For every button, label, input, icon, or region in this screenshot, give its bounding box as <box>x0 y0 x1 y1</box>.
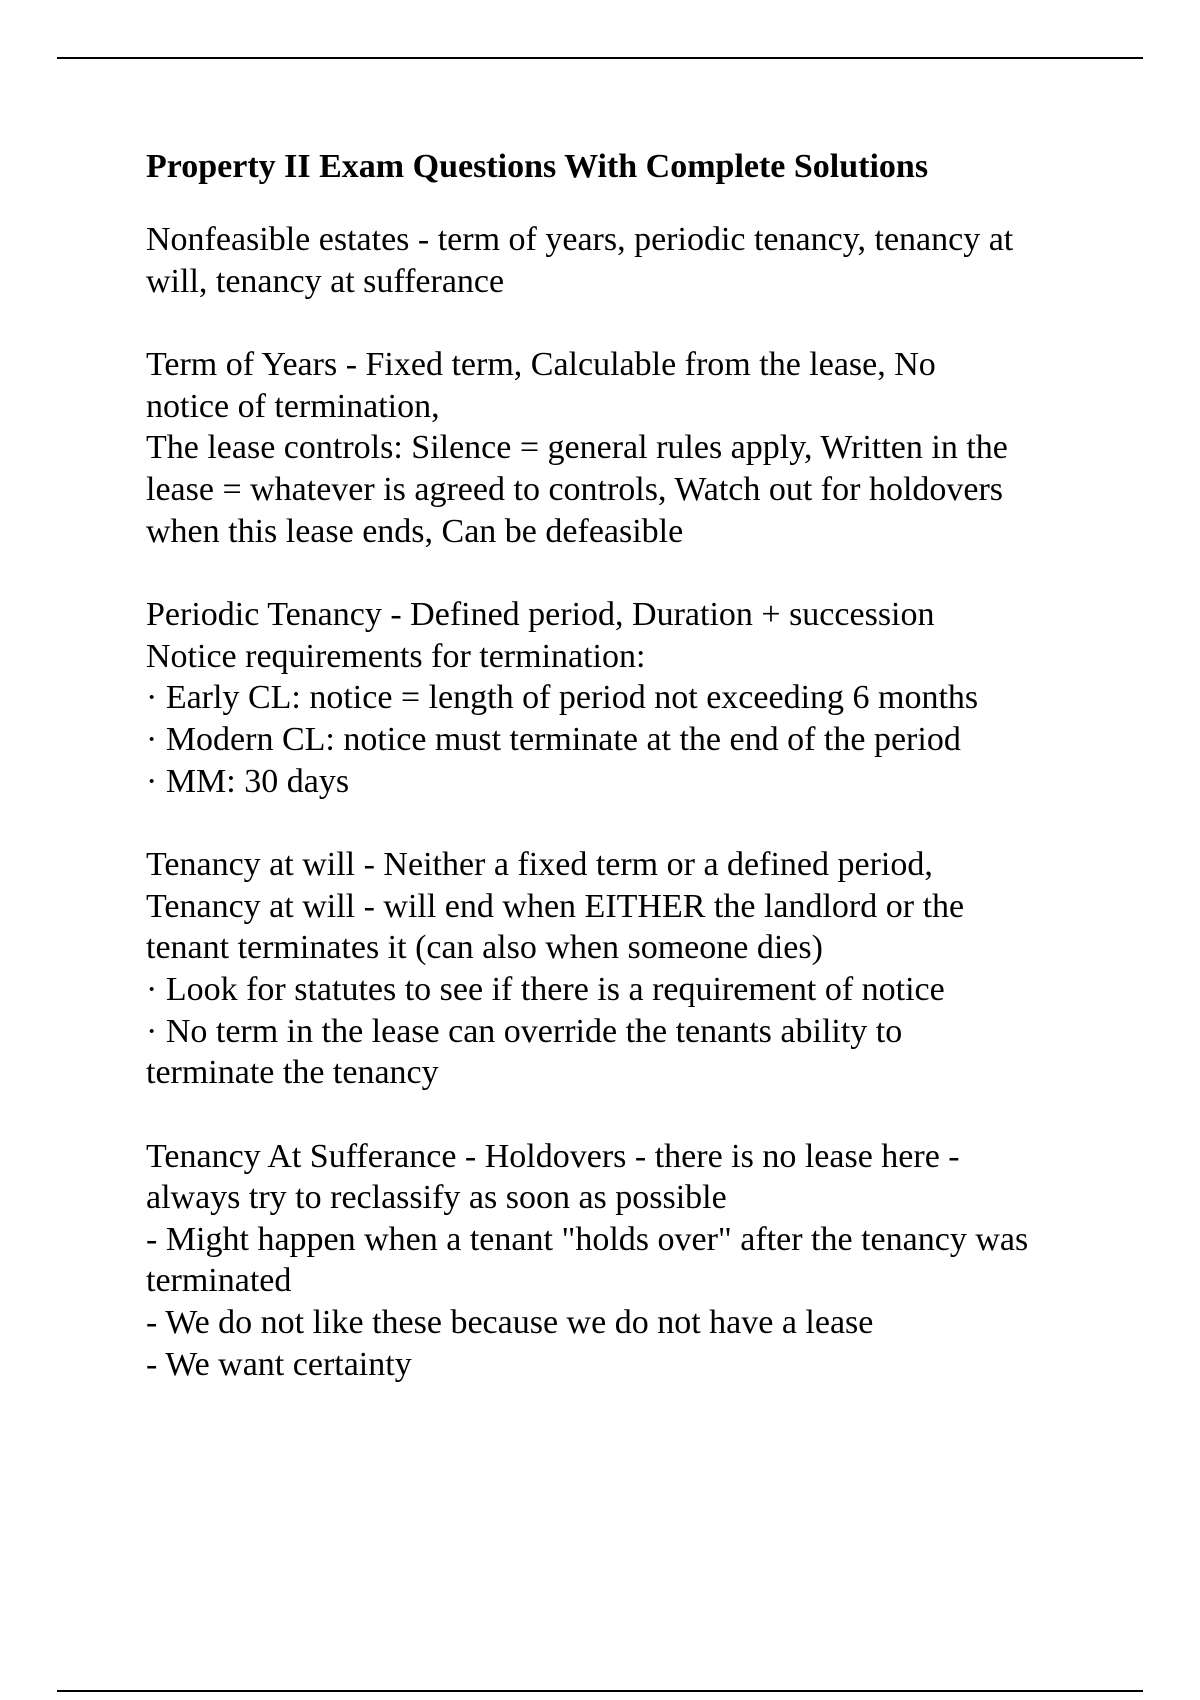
entry-line: - We want certainty <box>146 1345 412 1383</box>
entry-periodic-tenancy <box>146 594 1096 802</box>
entry-line: · Look for statutes to see if there is a requirement of notice <box>146 970 945 1008</box>
entry-line: · No term in the lease can override the tenants ability to <box>146 1012 903 1050</box>
entry-tenancy-at-sufferance <box>146 1136 1096 1386</box>
entry-term-of-years <box>146 344 1096 552</box>
entry-line: when this lease ends, Can be defeasible <box>146 512 684 550</box>
entry-nonfeasible-estates <box>146 219 1096 302</box>
entry-line: Term of Years - Fixed term, Calculable from the lease, No <box>146 346 936 384</box>
page-bottom-rule <box>57 1690 1143 1692</box>
entry-line: Tenancy At Sufferance - Holdovers - there is no lease here - <box>146 1137 960 1175</box>
page-title: Property II Exam Questions With Complete Solutions <box>146 148 929 185</box>
entry-tenancy-at-will <box>146 844 1096 1094</box>
entry-line: lease = whatever is agreed to controls, Watch out for holdovers <box>146 470 1004 508</box>
entry-line: Notice requirements for termination: <box>146 637 646 675</box>
entry-line: tenant terminates it (can also when someone dies) <box>146 929 823 967</box>
document-body <box>146 140 1096 1427</box>
entry-line: terminate the tenancy <box>146 1054 439 1092</box>
entry-line: The lease controls: Silence = general rules apply, Written in the <box>146 429 1008 467</box>
entry-line: Periodic Tenancy - Defined period, Duration + succession <box>146 596 935 634</box>
entry-line: - Might happen when a tenant "holds over" after the tenancy was <box>146 1220 1029 1258</box>
entry-line: terminated <box>146 1262 292 1300</box>
entry-line: · Modern CL: notice must terminate at the end of the period <box>146 720 961 758</box>
entry-line: Tenancy at will - Neither a fixed term or a defined period, <box>146 846 933 884</box>
entry-line: · MM: 30 days <box>146 762 350 800</box>
entry-line: Tenancy at will - will end when EITHER the landlord or the <box>146 887 965 925</box>
entry-line: - We do not like these because we do not have a lease <box>146 1304 874 1342</box>
entry-line: notice of termination, <box>146 387 440 425</box>
entry-line: Nonfeasible estates - term of years, periodic tenancy, tenancy at <box>146 221 1014 258</box>
entry-line: will, tenancy at sufferance <box>146 262 505 300</box>
page-top-rule <box>57 57 1143 59</box>
entry-line: · Early CL: notice = length of period not exceeding 6 months <box>146 679 979 717</box>
entry-line: always try to reclassify as soon as possible <box>146 1179 727 1217</box>
